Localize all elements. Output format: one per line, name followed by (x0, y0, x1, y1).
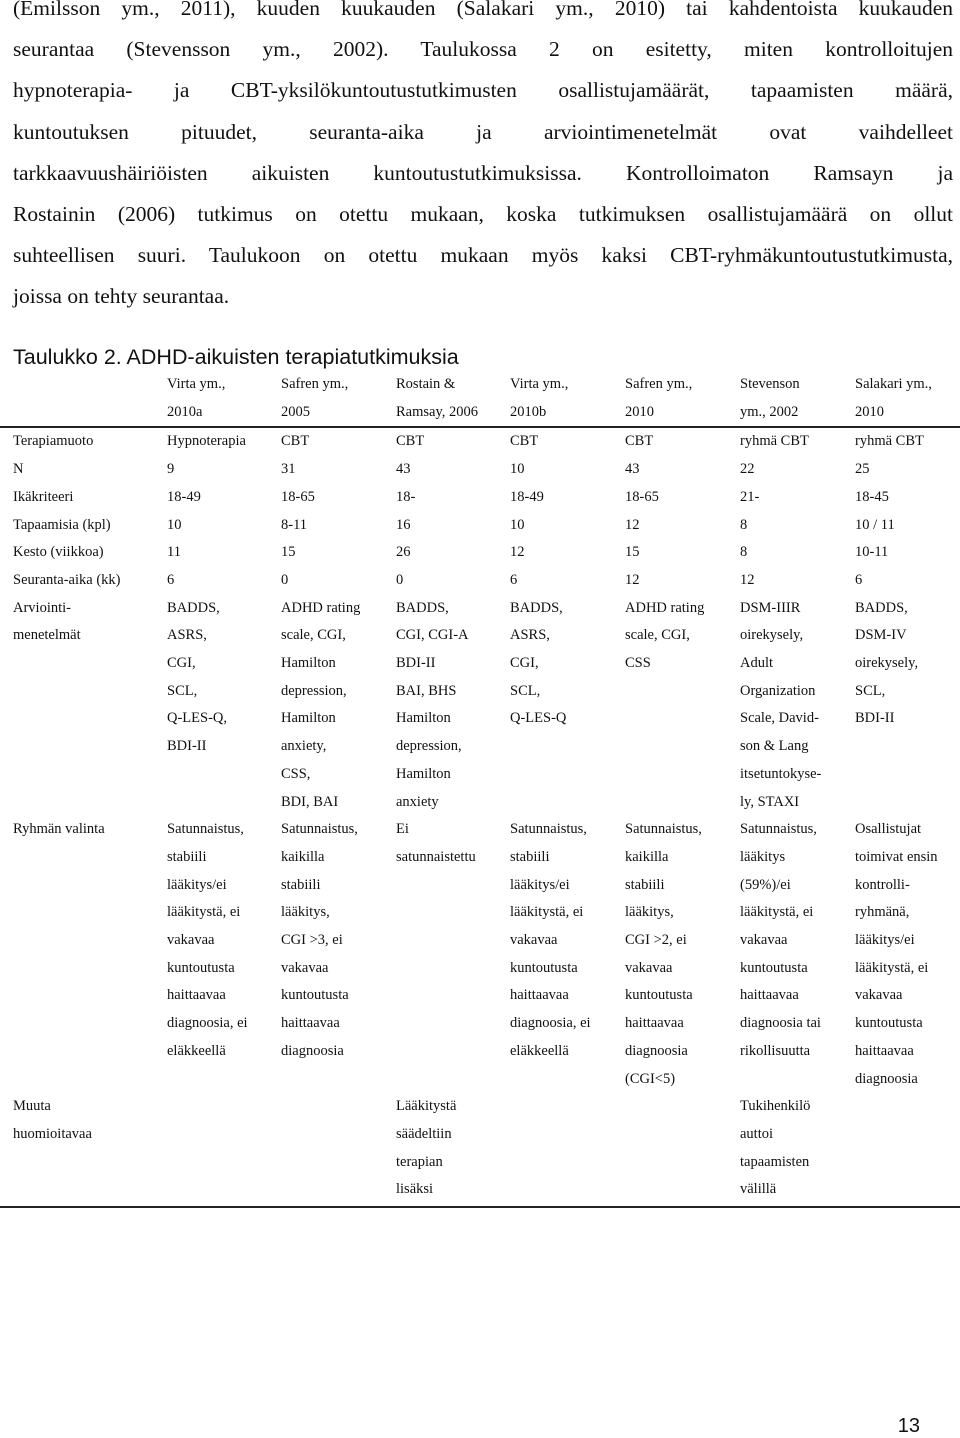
table-cell-line: CBT (281, 433, 310, 450)
table-row (0, 427, 960, 456)
table-cell-line: BDI-II (396, 655, 436, 672)
table-cell-line: haittaavaa (510, 987, 569, 1004)
table-cell-line: 12 (625, 571, 640, 588)
paragraph-line: hypnoterapia- ja CBT-yksilökuntoutustutkimusten osallistujamäärät, tapaamisten määrä, (13, 78, 953, 103)
table-cell-line: kaikilla (281, 848, 325, 865)
table-cell-line: kaikilla (625, 848, 669, 865)
table-cell-line: lääkitys/ei (167, 876, 227, 893)
table-cell-line: kuntoutusta (625, 987, 693, 1004)
table-cell-line: oirekysely, (855, 655, 919, 672)
row-label-line: menetelmät (13, 627, 81, 644)
studies-table (0, 371, 960, 1208)
table-cell-line: son & Lang (740, 738, 809, 755)
table-cell-line: 18- (396, 488, 416, 505)
table-cell (268, 595, 383, 817)
table-cell-line: Tukihenkilö (740, 1098, 811, 1115)
row-label (0, 567, 154, 595)
table-cell (842, 512, 960, 540)
table-cell-line: rikollisuutta (740, 1042, 811, 1059)
table-cell (842, 539, 960, 567)
table-cell (612, 567, 727, 595)
table-cell-line: lääkitystä, ei (167, 904, 241, 921)
table-body (0, 427, 960, 1207)
page-number: 13 (897, 1415, 920, 1437)
table-cell-line: 8 (740, 516, 748, 533)
table-cell-line: 18-49 (167, 488, 201, 505)
table-cell-line: haittaavaa (167, 987, 226, 1004)
table-cell-line: 18-49 (510, 488, 544, 505)
table-cell-line: ryhmä CBT (740, 433, 809, 450)
table-cell (497, 456, 612, 484)
column-header-line: 2010 (855, 403, 884, 420)
table-cell-line: BADDS, (510, 599, 563, 616)
table-cell (497, 816, 612, 1093)
table-row (0, 816, 960, 1093)
table-cell-line: Adult (740, 655, 774, 672)
table-cell-line: lääkitys/ei (855, 932, 915, 949)
table-cell-line: (59%)/ei (740, 876, 791, 893)
row-label-line: Ikäkriteeri (13, 488, 74, 505)
row-label-line: Terapiamuoto (13, 433, 94, 450)
row-label-line: Muuta (13, 1098, 51, 1115)
row-label-line: Arviointi- (13, 599, 71, 616)
table-cell-line: Satunnaistus, (740, 821, 817, 838)
body-paragraph (13, 0, 953, 318)
table-cell-line: itsetuntokyse- (740, 765, 822, 782)
table-cell-line: BADDS, (167, 599, 220, 616)
table-cell-line: (CGI<5) (625, 1070, 676, 1087)
table-cell-line: toimivat ensin (855, 848, 938, 865)
table-cell (497, 595, 612, 817)
table-cell-line: Osallistujat (855, 821, 922, 838)
table-cell-line: SCL, (855, 682, 886, 699)
table-cell-line: kuntoutusta (740, 959, 808, 976)
table-cell-line: kuntoutusta (510, 959, 578, 976)
table-cell-line: 16 (396, 516, 411, 533)
table-cell-line: diagnoosia (281, 1042, 344, 1059)
table-cell (383, 816, 497, 1093)
column-header-line: 2010 (625, 403, 654, 420)
table-cell (727, 427, 842, 456)
table-cell-line: depression, (396, 738, 462, 755)
table-cell (612, 1093, 727, 1207)
table-cell-line: 15 (281, 544, 296, 561)
table-caption: Taulukko 2. ADHD-aikuisten terapiatutkimuksia (13, 345, 459, 369)
table-cell (727, 816, 842, 1093)
table-cell (842, 484, 960, 512)
table-cell-line: BDI, BAI (281, 793, 339, 810)
table-cell-line: kuntoutusta (855, 1015, 923, 1032)
row-label (0, 512, 154, 540)
row-label (0, 427, 154, 456)
table-cell (383, 539, 497, 567)
table-cell (383, 456, 497, 484)
column-header (154, 371, 268, 427)
table-cell-line: 10 (510, 516, 525, 533)
table-cell (154, 595, 268, 817)
table-cell-line: 6 (855, 571, 863, 588)
column-header (383, 371, 497, 427)
column-header-line: Ramsay, 2006 (396, 403, 479, 420)
table-cell-line: stabiili (510, 848, 550, 865)
table-cell-line: scale, CGI, (625, 627, 690, 644)
table-cell-line: haittaavaa (855, 1042, 914, 1059)
table-cell (727, 595, 842, 817)
table-cell-line: stabiili (281, 876, 321, 893)
table-cell (268, 1093, 383, 1207)
table-cell-line: 10 / 11 (855, 516, 895, 533)
table-cell (383, 595, 497, 817)
table-cell-line: ASRS, (510, 627, 550, 644)
table-cell-line: 0 (396, 571, 404, 588)
row-label (0, 456, 154, 484)
table-cell-line: 43 (396, 461, 411, 478)
table-cell-line: SCL, (167, 682, 198, 699)
column-header-line: Virta ym., (510, 376, 569, 392)
table-cell (497, 1093, 612, 1207)
table-cell-line: 0 (281, 571, 289, 588)
table-cell-line: 9 (167, 461, 175, 478)
column-header (612, 371, 727, 427)
table-cell-line: lääkitys (740, 848, 786, 865)
table-cell-line: BADDS, (855, 599, 908, 616)
table-cell (268, 512, 383, 540)
paragraph-line: joissa on tehty seurantaa. (13, 284, 230, 309)
table-row (0, 595, 960, 817)
table-cell-line: 43 (625, 461, 640, 478)
table-cell (383, 1093, 497, 1207)
table-cell-line: 10 (510, 461, 525, 478)
column-header-line: Safren ym., (625, 376, 693, 392)
table-cell-line: terapian (396, 1153, 443, 1170)
table-cell-line: Hamilton (281, 655, 336, 672)
table-cell-line: ADHD rating (281, 599, 361, 616)
table-cell-line: 12 (740, 571, 755, 588)
table-cell-line: BDI-II (855, 710, 895, 727)
table-cell (612, 539, 727, 567)
table-cell-line: CGI, (510, 655, 539, 672)
table-cell (154, 484, 268, 512)
table-cell (154, 512, 268, 540)
table-cell-line: 10 (167, 516, 182, 533)
table-cell (497, 512, 612, 540)
table-cell (727, 512, 842, 540)
row-label (0, 484, 154, 512)
table-cell-line: lääkitystä, ei (855, 959, 929, 976)
column-header-line: Stevenson (740, 376, 800, 392)
table-cell (842, 595, 960, 817)
table-cell-line: vakavaa (167, 932, 215, 949)
table-cell-line: CSS (625, 655, 651, 672)
column-header (727, 371, 842, 427)
table-cell-line: stabiili (167, 848, 207, 865)
table-cell-line: lääkitystä, ei (740, 904, 814, 921)
column-header-line: Salakari ym., (855, 376, 932, 392)
table-cell (727, 567, 842, 595)
table-cell-line: 26 (396, 544, 411, 561)
column-header-line: Safren ym., (281, 376, 349, 392)
table-cell-line: BAI, BHS (396, 682, 457, 699)
table-cell (268, 427, 383, 456)
table-row (0, 539, 960, 567)
table-cell-line: 18-45 (855, 488, 889, 505)
table-cell (612, 816, 727, 1093)
column-header-line: Rostain & (396, 376, 456, 392)
table-corner-cell (0, 371, 154, 427)
table-cell-line: 10-11 (855, 544, 889, 561)
table-cell (383, 427, 497, 456)
table-cell-line: Satunnaistus, (510, 821, 587, 838)
table-cell-line: vakavaa (740, 932, 788, 949)
table-cell (497, 484, 612, 512)
table-cell-line: BDI-II (167, 738, 207, 755)
row-label-line: Tapaamisia (kpl) (13, 516, 111, 533)
column-header (268, 371, 383, 427)
row-label (0, 1093, 154, 1207)
table-cell-line: CBT (510, 433, 539, 450)
table-cell-line: CGI >2, ei (625, 932, 687, 949)
table-cell-line: CBT (625, 433, 654, 450)
paragraph-line: kuntoutuksen pituudet, seuranta-aika ja arviointimenetelmät ovat vaihdelleet (13, 119, 953, 144)
row-label-line: huomioitavaa (13, 1125, 92, 1142)
table-cell-line: vakavaa (625, 959, 673, 976)
table-cell-line: auttoi (740, 1125, 774, 1142)
table-row (0, 484, 960, 512)
table-cell-line: Q-LES-Q (510, 710, 567, 727)
table-cell-line: 12 (510, 544, 525, 561)
table-cell-line: 15 (625, 544, 640, 561)
table-cell-line: ryhmänä, (855, 904, 910, 921)
table-cell (268, 484, 383, 512)
table-cell-line: ryhmä CBT (855, 433, 924, 450)
table-cell-line: kuntoutusta (167, 959, 235, 976)
table-cell-line: 8-11 (281, 516, 308, 533)
table-cell-line: Satunnaistus, (625, 821, 702, 838)
table-cell-line: eläkkeellä (510, 1042, 569, 1059)
paragraph-line: (Emilsson ym., 2011), kuuden kuukauden (Salakari ym., 2010) tai kahdentoista kuukauden (13, 0, 953, 20)
table-cell (154, 1093, 268, 1207)
table-cell-line: stabiili (625, 876, 665, 893)
table-cell-line: Ei (396, 821, 409, 838)
column-header-line: 2010a (167, 403, 203, 420)
table-cell-line: 11 (167, 544, 181, 561)
table-cell-line: vakavaa (281, 959, 329, 976)
table-cell-line: 22 (740, 461, 755, 478)
table-cell-line: Satunnaistus, (167, 821, 244, 838)
table-cell-line: CGI, CGI-A (396, 627, 469, 644)
table-cell (154, 456, 268, 484)
table-cell-line: 18-65 (625, 488, 659, 505)
table-cell (268, 816, 383, 1093)
table-cell-line: anxiety (396, 793, 439, 810)
table-cell (497, 427, 612, 456)
row-label-line: Ryhmän valinta (13, 821, 105, 838)
table-cell-line: lääkitystä, ei (510, 904, 584, 921)
table-cell-line: eläkkeellä (167, 1042, 226, 1059)
column-header-line: 2005 (281, 403, 310, 420)
table-cell (842, 567, 960, 595)
table-cell-line: diagnoosia (625, 1042, 688, 1059)
table-cell (727, 539, 842, 567)
table-cell-line: Lääkitystä (396, 1098, 457, 1115)
table-cell-line: Hypnoterapia (167, 433, 246, 450)
table-cell-line: Satunnaistus, (281, 821, 358, 838)
table-cell (612, 484, 727, 512)
table-cell-line: haittaavaa (625, 1015, 684, 1032)
table-cell-line: oirekysely, (740, 627, 804, 644)
table-cell-line: kontrolli- (855, 876, 910, 893)
table-row (0, 456, 960, 484)
paragraph-line: seurantaa (Stevensson ym., 2002). Taulukossa 2 on esitetty, miten kontrolloitujen (13, 37, 953, 62)
table-row (0, 567, 960, 595)
table-cell (154, 816, 268, 1093)
table-cell-line: 6 (510, 571, 518, 588)
table-cell-line: 25 (855, 461, 870, 478)
table-cell-line: vakavaa (855, 987, 903, 1004)
table-cell (842, 1093, 960, 1207)
table-cell (268, 456, 383, 484)
table-cell (383, 512, 497, 540)
table-cell (612, 595, 727, 817)
table-cell (727, 456, 842, 484)
table-cell-line: haittaavaa (740, 987, 799, 1004)
table-cell-line: DSM-IIIR (740, 599, 801, 616)
table-cell-line: 21- (740, 488, 760, 505)
table-cell-line: Q-LES-Q, (167, 710, 228, 727)
table-cell-line: 6 (167, 571, 175, 588)
row-label (0, 539, 154, 567)
table-row (0, 1093, 960, 1207)
table-cell (497, 539, 612, 567)
table-cell-line: BADDS, (396, 599, 449, 616)
table-cell-line: vakavaa (510, 932, 558, 949)
table-cell-line: lisäksi (396, 1181, 434, 1198)
table-cell-line: välillä (740, 1181, 777, 1198)
table-cell-line: Organization (740, 682, 816, 699)
table-cell (727, 1093, 842, 1207)
table-cell-line: Hamilton (396, 710, 451, 727)
table-cell (268, 567, 383, 595)
table-cell-line: depression, (281, 682, 347, 699)
table-cell (497, 567, 612, 595)
table-cell (154, 567, 268, 595)
table-row (0, 512, 960, 540)
column-header (497, 371, 612, 427)
table-cell-line: 18-65 (281, 488, 315, 505)
table-cell-line: ASRS, (167, 627, 207, 644)
paragraph-line: Rostainin (2006) tutkimus on otettu mukaan, koska tutkimuksen osallistujamäärä on ollut (13, 202, 953, 227)
table-cell-line: diagnoosia (855, 1070, 918, 1087)
table-cell-line: diagnoosia, ei (167, 1015, 248, 1032)
table-cell (154, 539, 268, 567)
row-label-line: N (13, 461, 24, 478)
table-cell (612, 512, 727, 540)
table-cell (842, 427, 960, 456)
column-header (842, 371, 960, 427)
table-cell-line: anxiety, (281, 738, 327, 755)
paragraph-line: tarkkaavuushäiriöisten aikuisten kuntoutustutkimuksissa. Kontrolloimaton Ramsayn ja (13, 160, 953, 185)
row-label (0, 816, 154, 1093)
table-cell (842, 456, 960, 484)
table-cell (383, 484, 497, 512)
table-cell (612, 427, 727, 456)
table-cell-line: tapaamisten (740, 1153, 810, 1170)
table-cell-line: lääkitys, (281, 904, 330, 921)
table-cell-line: Hamilton (281, 710, 336, 727)
column-header-line: ym., 2002 (740, 403, 799, 420)
table-cell (612, 456, 727, 484)
table-cell-line: CGI, (167, 655, 196, 672)
table-header-row (0, 371, 960, 427)
table-cell (154, 427, 268, 456)
table-cell-line: Hamilton (396, 765, 451, 782)
table-cell-line: ly, STAXI (740, 793, 800, 810)
table-cell-line: SCL, (510, 682, 541, 699)
table-cell-line: satunnaistettu (396, 848, 476, 865)
table-cell-line: scale, CGI, (281, 627, 346, 644)
table-cell-line: 12 (625, 516, 640, 533)
table-cell-line: 31 (281, 461, 296, 478)
table-cell-line: CSS, (281, 765, 311, 782)
table-cell-line: CGI >3, ei (281, 932, 343, 949)
table-cell-line: lääkitys/ei (510, 876, 570, 893)
table-cell-line: ADHD rating (625, 599, 705, 616)
table-cell-line: CBT (396, 433, 425, 450)
table-cell-line: säädeltiin (396, 1125, 452, 1142)
table-cell-line: haittaavaa (281, 1015, 340, 1032)
row-label-line: Seuranta-aika (kk) (13, 571, 121, 588)
table-cell-line: diagnoosia, ei (510, 1015, 591, 1032)
row-label (0, 595, 154, 817)
table-cell-line: kuntoutusta (281, 987, 349, 1004)
column-header-line: Virta ym., (167, 376, 226, 392)
table-cell-line: 8 (740, 544, 748, 561)
table-cell-line: diagnoosia tai (740, 1015, 821, 1032)
table-cell (268, 539, 383, 567)
column-header-line: 2010b (510, 403, 547, 420)
table-cell-line: Scale, David- (740, 710, 819, 727)
table-cell (727, 484, 842, 512)
table-cell (842, 816, 960, 1093)
row-label-line: Kesto (viikkoa) (13, 544, 104, 561)
paragraph-line: suhteellisen suuri. Taulukoon on otettu mukaan myös kaksi CBT-ryhmäkuntoutustutkimusta, (13, 243, 953, 268)
table-cell-line: DSM-IV (855, 627, 907, 644)
table-cell (383, 567, 497, 595)
table-cell-line: lääkitys, (625, 904, 674, 921)
